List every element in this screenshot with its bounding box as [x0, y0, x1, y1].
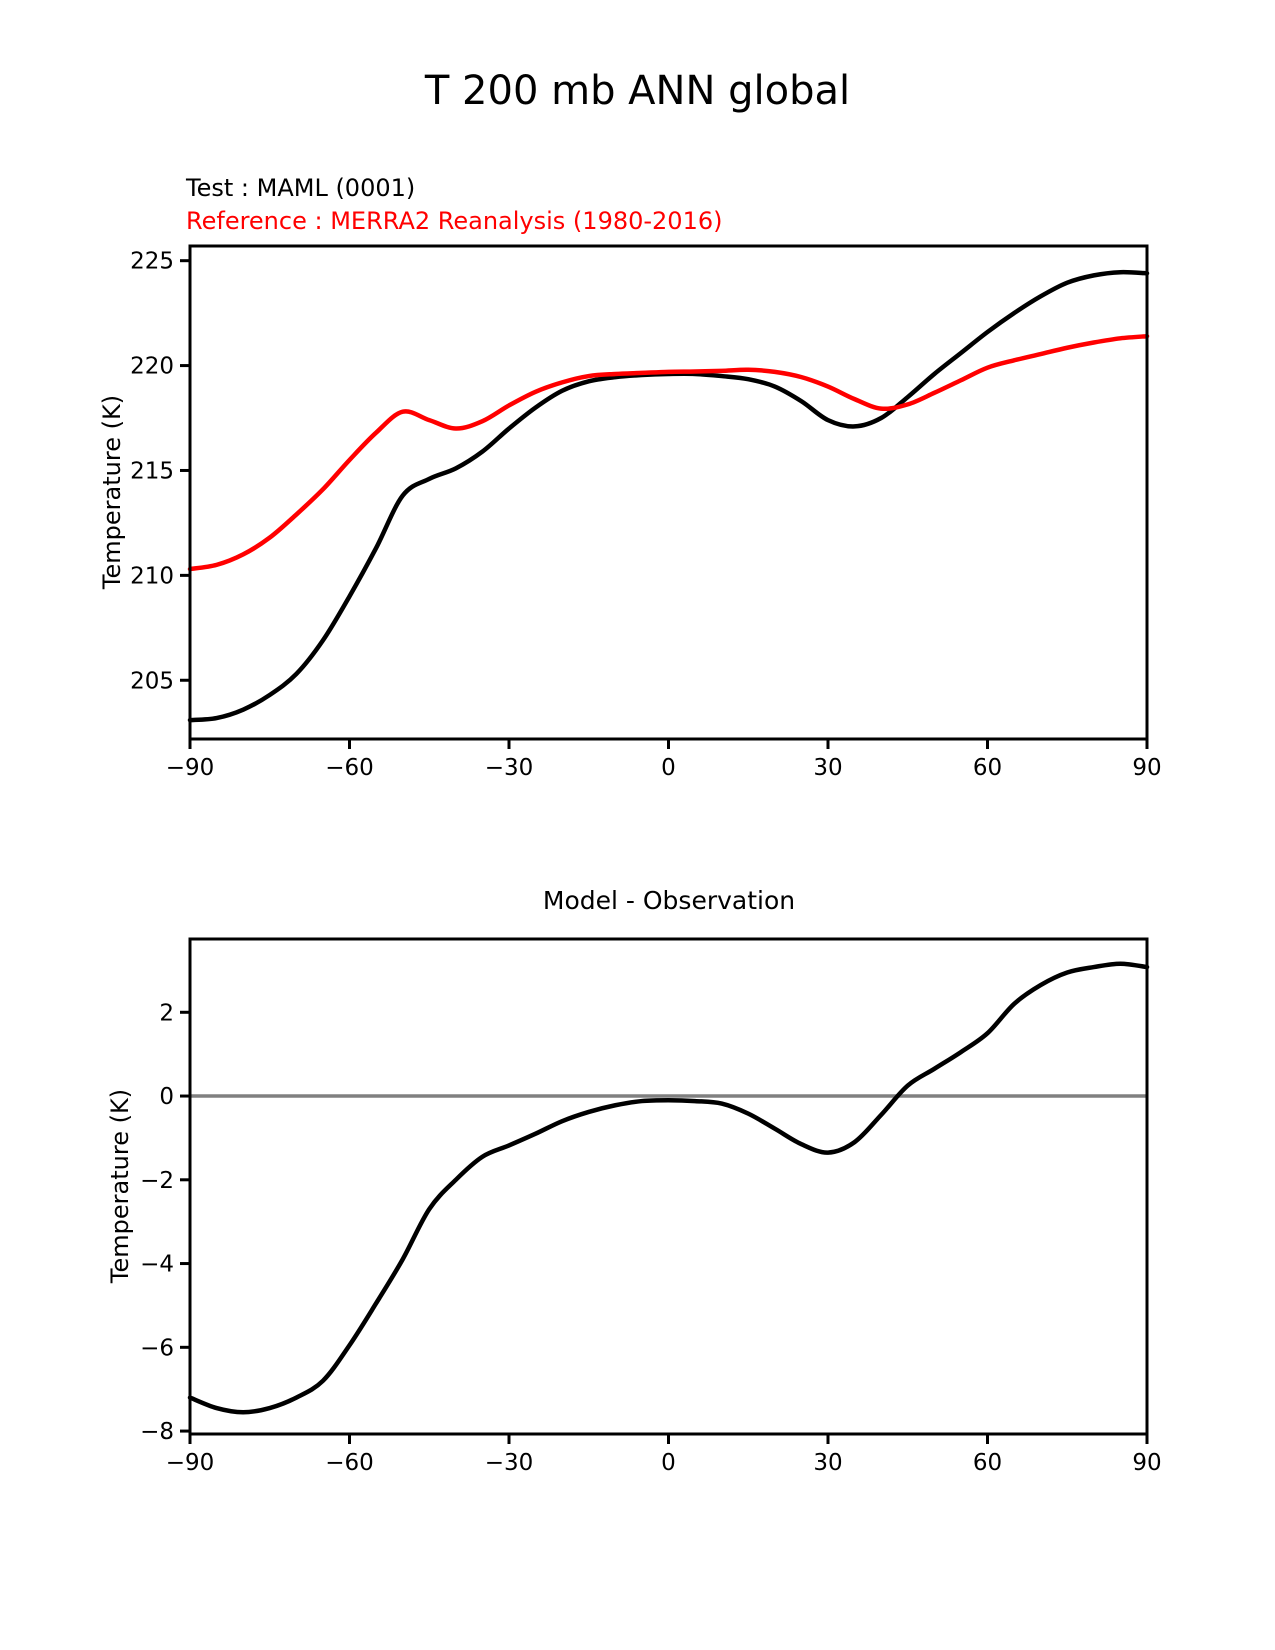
top-chart	[130, 246, 1162, 781]
x-tick-label: 60	[972, 1450, 1003, 1476]
y-tick-label: 2	[159, 1000, 174, 1027]
x-tick-label: −90	[165, 1450, 215, 1476]
legend-test-label: Test : MAML (0001)	[186, 174, 416, 202]
x-tick-label: 0	[661, 755, 676, 781]
bottom-x-axis-ticks	[166, 1434, 1162, 1476]
x-tick-label: 30	[813, 1450, 843, 1476]
legend-reference-label: Reference : MERRA2 Reanalysis (1980-2016)	[186, 207, 723, 235]
y-tick-label: 215	[130, 458, 174, 485]
y-tick-label: −8	[140, 1419, 174, 1446]
x-tick-label: 90	[1132, 755, 1162, 781]
x-tick-label: 90	[1132, 1450, 1162, 1476]
top-series-line-0	[190, 272, 1147, 720]
bottom-chart-ylabel: Temperature (K)	[106, 1088, 134, 1284]
y-tick-label: 205	[130, 668, 174, 695]
y-tick-label: 0	[159, 1084, 174, 1111]
top-y-axis-ticks	[130, 249, 190, 695]
figure-title: T 200 mb ANN global	[424, 68, 851, 114]
y-tick-label: −6	[140, 1335, 174, 1362]
bottom-series-line-0	[190, 964, 1147, 1413]
y-tick-label: −2	[140, 1167, 174, 1194]
bottom-chart-title: Model - Observation	[542, 886, 796, 915]
x-tick-label: −90	[165, 755, 215, 781]
y-tick-label: 210	[130, 563, 174, 590]
top-chart-ylabel: Temperature (K)	[98, 394, 126, 590]
x-tick-label: −60	[325, 1450, 374, 1476]
x-tick-label: −30	[484, 1450, 534, 1476]
x-tick-label: 30	[813, 755, 843, 781]
y-tick-label: 225	[130, 248, 174, 275]
y-tick-label: −4	[140, 1251, 174, 1278]
x-tick-label: 0	[661, 1450, 676, 1476]
top-x-axis-ticks	[166, 739, 1162, 781]
x-tick-label: 60	[972, 755, 1003, 781]
y-tick-label: 220	[130, 353, 174, 380]
top-series-line-1	[190, 336, 1147, 569]
x-tick-label: −60	[325, 755, 374, 781]
bottom-chart	[140, 939, 1162, 1476]
chart-legend	[186, 172, 722, 238]
bottom-y-axis-ticks	[140, 1000, 190, 1445]
x-tick-label: −30	[484, 755, 534, 781]
